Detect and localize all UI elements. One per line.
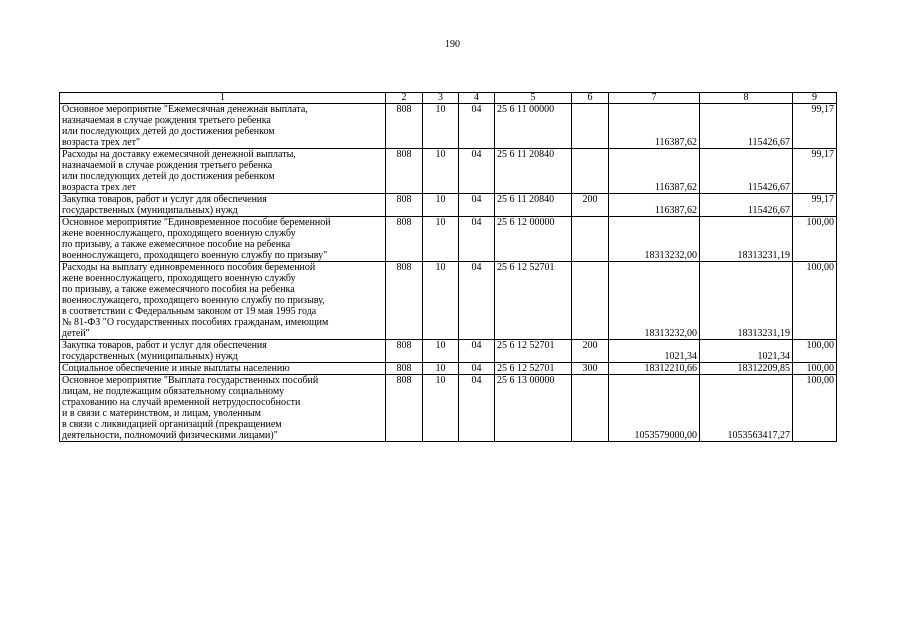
row-exp-type	[572, 375, 609, 442]
row-plan: 1021,34	[609, 340, 700, 363]
row-subsection: 04	[459, 194, 495, 217]
row-exp-type: 200	[572, 194, 609, 217]
row-percent: 99,17	[793, 194, 837, 217]
row-plan: 18313232,00	[609, 262, 700, 340]
row-plan: 18313232,00	[609, 217, 700, 262]
table-row	[60, 340, 837, 363]
row-exp-type: 300	[572, 363, 609, 375]
header-col-1: 1	[60, 93, 386, 104]
header-row	[60, 93, 837, 104]
row-ministry: 808	[386, 340, 423, 363]
row-percent: 100,00	[793, 363, 837, 375]
row-section: 10	[423, 340, 459, 363]
row-name: Основное мероприятие "Единовременное пособие беременной жене военнослужащего, проходящего военную службу по призыву, а также ежемесячное пособие на ребенка военнослужащего, проходящего военную службу по призыву"	[60, 217, 386, 262]
row-name: Основное мероприятие "Ежемесячная денежная выплата, назначаемая в случае рождения третьего ребенка или последующих детей до достижения ребенком возраста трех лет"	[60, 104, 386, 149]
row-ministry: 808	[386, 217, 423, 262]
table-row	[60, 363, 837, 375]
header-col-5: 5	[495, 93, 572, 104]
row-target: 25 6 12 00000	[495, 217, 572, 262]
row-name: Основное мероприятие "Выплата государственных пособий лицам, не подлежащим обязательному социальному страхованию на случай временной нетрудоспособности и в связи с материнством, и лицам, уволенным в связи с ликвидацией организаций (прекращением деятельности, полномочий физическими лицами)"	[60, 375, 386, 442]
row-percent: 100,00	[793, 217, 837, 262]
row-section: 10	[423, 104, 459, 149]
header-col-9: 9	[793, 93, 837, 104]
row-percent: 99,17	[793, 104, 837, 149]
row-plan: 18312210,66	[609, 363, 700, 375]
row-target: 25 6 11 00000	[495, 104, 572, 149]
row-subsection: 04	[459, 149, 495, 194]
row-actual: 18313231,19	[700, 262, 793, 340]
row-target: 25 6 11 20840	[495, 194, 572, 217]
table-row	[60, 104, 837, 149]
row-subsection: 04	[459, 262, 495, 340]
table-row	[60, 194, 837, 217]
row-actual: 1053563417,27	[700, 375, 793, 442]
header-col-3: 3	[423, 93, 459, 104]
row-section: 10	[423, 363, 459, 375]
row-percent: 100,00	[793, 340, 837, 363]
row-section: 10	[423, 149, 459, 194]
header-col-6: 6	[572, 93, 609, 104]
table-row	[60, 149, 837, 194]
row-plan: 116387,62	[609, 104, 700, 149]
row-exp-type	[572, 262, 609, 340]
row-percent: 100,00	[793, 375, 837, 442]
row-ministry: 808	[386, 149, 423, 194]
row-subsection: 04	[459, 375, 495, 442]
row-section: 10	[423, 262, 459, 340]
row-name: Закупка товаров, работ и услуг для обеспечения государственных (муниципальных) нужд	[60, 194, 386, 217]
table-row	[60, 262, 837, 340]
header-col-8: 8	[700, 93, 793, 104]
row-ministry: 808	[386, 375, 423, 442]
row-exp-type	[572, 149, 609, 194]
row-actual: 18313231,19	[700, 217, 793, 262]
row-actual: 115426,67	[700, 104, 793, 149]
page-number: 190	[445, 39, 460, 50]
row-plan: 1053579000,00	[609, 375, 700, 442]
header-col-4: 4	[459, 93, 495, 104]
row-subsection: 04	[459, 340, 495, 363]
row-target: 25 6 12 52701	[495, 363, 572, 375]
row-ministry: 808	[386, 363, 423, 375]
row-actual: 115426,67	[700, 149, 793, 194]
table-row	[60, 217, 837, 262]
row-section: 10	[423, 194, 459, 217]
row-name: Закупка товаров, работ и услуг для обеспечения государственных (муниципальных) нужд	[60, 340, 386, 363]
row-ministry: 808	[386, 194, 423, 217]
header-col-2: 2	[386, 93, 423, 104]
budget-execution-table	[59, 92, 837, 442]
row-actual: 1021,34	[700, 340, 793, 363]
row-actual: 115426,67	[700, 194, 793, 217]
row-plan: 116387,62	[609, 194, 700, 217]
row-name: Расходы на выплату единовременного пособия беременной жене военнослужащего, проходящего военную службу по призыву, а также ежемесячного пособия на ребенка военнослужащего, проходящего военную службу по призыву, в соответствии с Федеральным законом от 19 мая 1995 года № 81-ФЗ "О государственных пособиях гражданам, имеющим детей"	[60, 262, 386, 340]
row-target: 25 6 12 52701	[495, 262, 572, 340]
row-subsection: 04	[459, 363, 495, 375]
row-section: 10	[423, 375, 459, 442]
row-target: 25 6 13 00000	[495, 375, 572, 442]
row-ministry: 808	[386, 262, 423, 340]
row-subsection: 04	[459, 104, 495, 149]
row-target: 25 6 12 52701	[495, 340, 572, 363]
table-row	[60, 375, 837, 442]
row-percent: 100,00	[793, 262, 837, 340]
row-exp-type: 200	[572, 340, 609, 363]
row-exp-type	[572, 104, 609, 149]
header-col-7: 7	[609, 93, 700, 104]
row-target: 25 6 11 20840	[495, 149, 572, 194]
row-name: Социальное обеспечение и иные выплаты населению	[60, 363, 386, 375]
row-plan: 116387,62	[609, 149, 700, 194]
row-ministry: 808	[386, 104, 423, 149]
row-exp-type	[572, 217, 609, 262]
row-name: Расходы на доставку ежемесячной денежной выплаты, назначаемой в случае рождения третьего ребенка или последующих детей до достижения ребенком возраста трех лет	[60, 149, 386, 194]
row-actual: 18312209,85	[700, 363, 793, 375]
row-subsection: 04	[459, 217, 495, 262]
row-section: 10	[423, 217, 459, 262]
row-percent: 99,17	[793, 149, 837, 194]
